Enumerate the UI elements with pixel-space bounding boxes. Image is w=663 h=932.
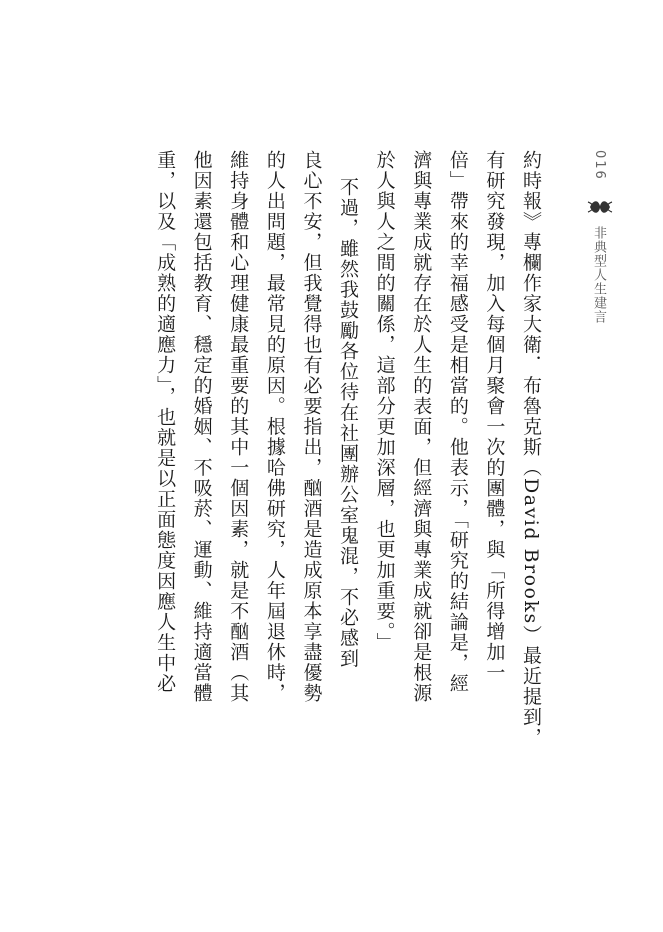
- text-line: 重，以及「成熟的適應力」，也就是以正面態度因應人生中必: [154, 150, 177, 694]
- text-line: 他因素還包括教育、穩定的婚姻、不吸菸、運動、維持適當體: [190, 150, 213, 704]
- page-number: 016: [592, 150, 607, 181]
- running-head-title: 非典型人生建言: [591, 226, 606, 324]
- paragraph-first-line: 不過，雖然我鼓勵各位待在社團辦公室鬼混，不必感到: [337, 176, 360, 669]
- text-line: 有研究發現，加入每個月聚會一次的團體，與「所得增加一: [483, 150, 506, 683]
- text-line: 倍」帶來的幸福感受是相當的。他表示，「研究的結論是，經: [446, 150, 469, 694]
- text-line: 約時報》專欄作家大衛．布魯克斯（David Brooks）最近提到，: [520, 150, 542, 748]
- text-line: 維持身體和心理健康最重要的其中一個因素，就是不酗酒（其: [227, 150, 250, 704]
- text-line: 濟與專業成就存在於人生的表面，但經濟與專業成就卻是根源: [410, 150, 433, 704]
- body-text: [146, 150, 549, 748]
- text-line: 的人出問題，最常見的原因。根據哈佛研究，人年屆退休時，: [263, 150, 286, 704]
- leaf-ornament-icon: [587, 197, 613, 217]
- text-line: 良心不安，但我覺得也有必要指出，酗酒是造成原本享盡優勢: [300, 150, 323, 704]
- text-line: 於人與人之間的關係，這部分更加深層，也更加重要。」: [373, 150, 396, 653]
